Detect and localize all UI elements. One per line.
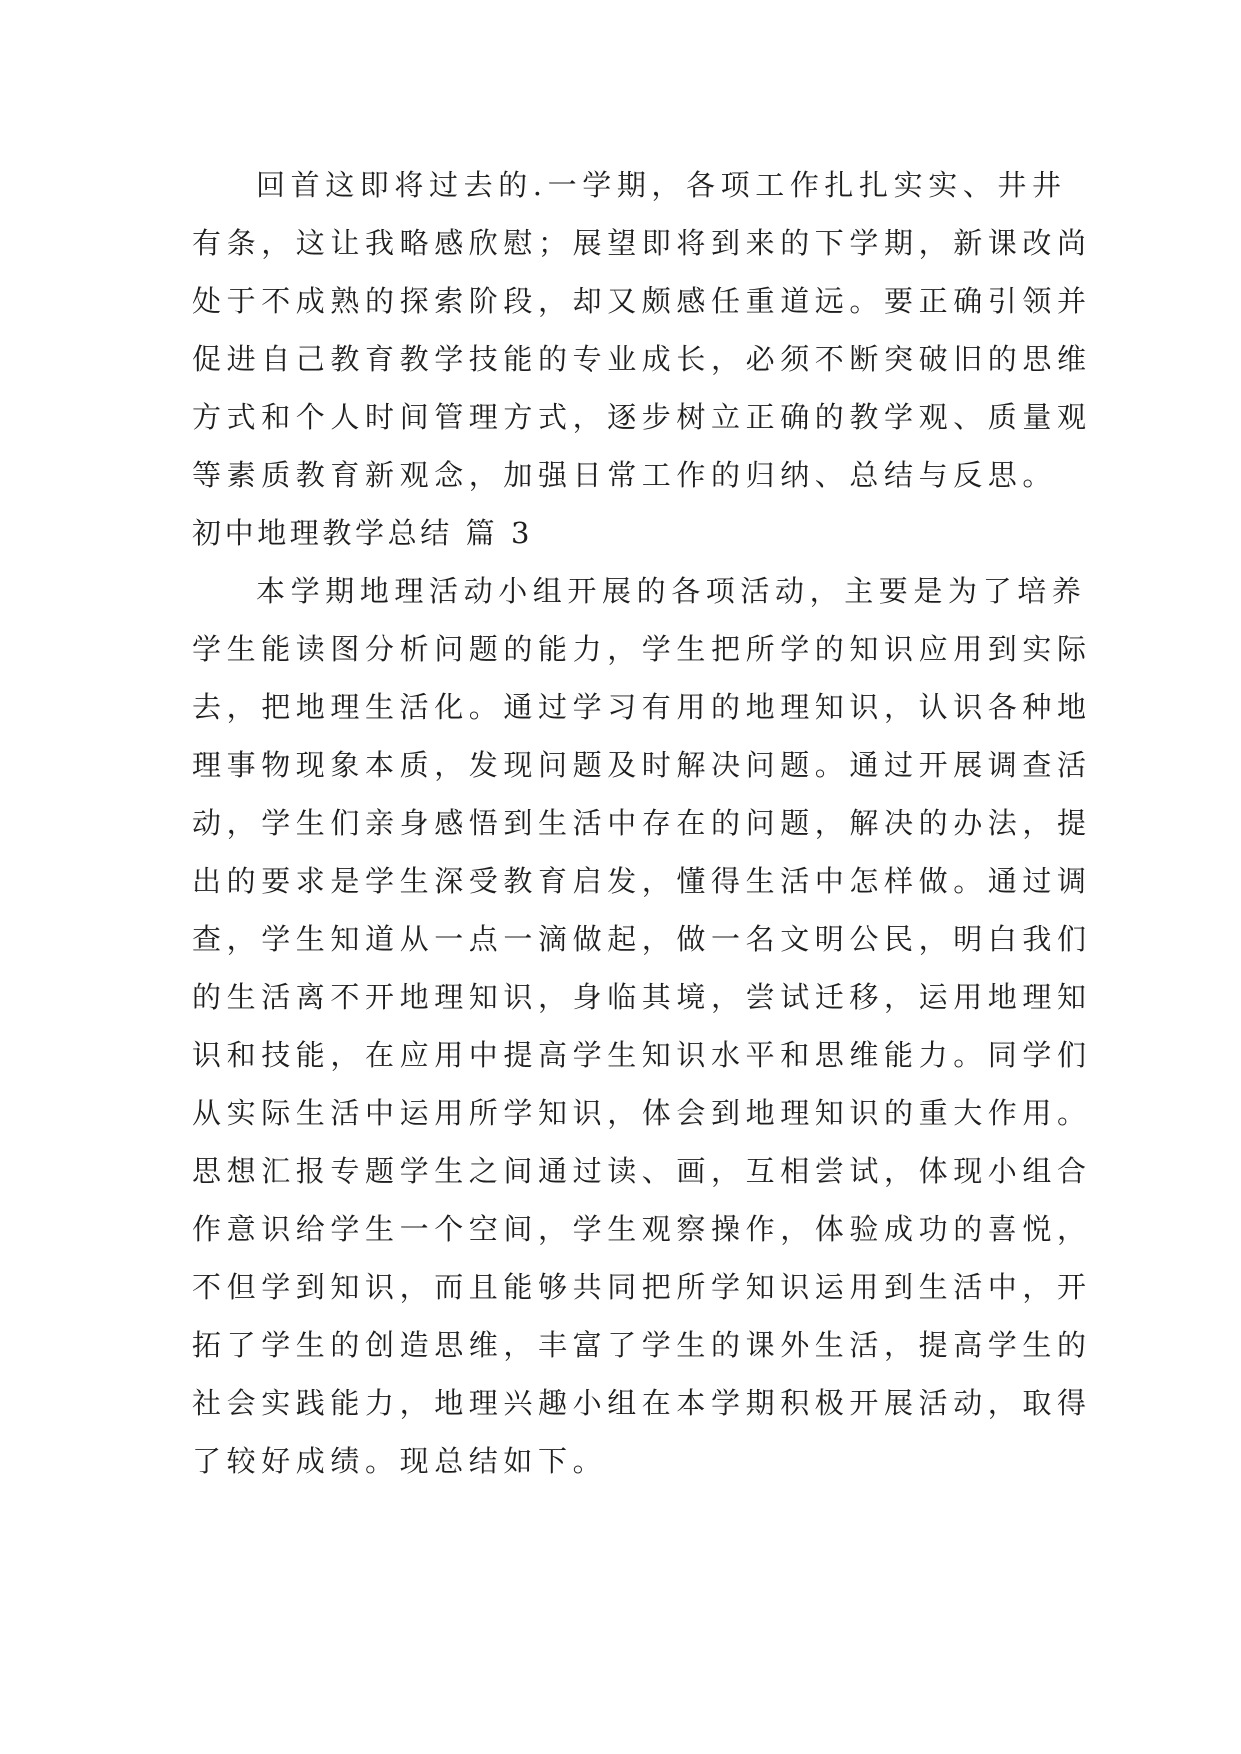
document-body <box>192 156 1092 1490</box>
paragraph-line: 方式和个人时间管理方式，逐步树立正确的教学观、质量观 <box>192 400 1092 434</box>
paragraph-line: 了较好成绩。现总结如下。 <box>192 1444 608 1478</box>
paragraph-line: 去，把地理生活化。通过学习有用的地理知识，认识各种地 <box>192 690 1092 724</box>
paragraph-reflection <box>192 156 1092 504</box>
paragraph-line: 等素质教育新观念，加强日常工作的归纳、总结与反思。 <box>192 458 1058 492</box>
paragraph-line: 促进自己教育教学技能的专业成长，必须不断突破旧的思维 <box>192 342 1092 376</box>
paragraph-line: 思想汇报专题学生之间通过读、画，互相尝试，体现小组合 <box>192 1154 1092 1188</box>
paragraph-line: 有条，这让我略感欣慰；展望即将到来的下学期，新课改尚 <box>192 226 1092 260</box>
paragraph-line: 动，学生们亲身感悟到生活中存在的问题，解决的办法，提 <box>192 806 1092 840</box>
paragraph-line: 的生活离不开地理知识，身临其境，尝试迁移，运用地理知 <box>192 980 1092 1014</box>
paragraph-line: 出的要求是学生深受教育启发，懂得生活中怎样做。通过调 <box>192 864 1092 898</box>
paragraph-line: 不但学到知识，而且能够共同把所学知识运用到生活中，开 <box>192 1270 1092 1304</box>
paragraph-line: 本学期地理活动小组开展的各项活动，主要是为了培养 <box>256 574 1087 608</box>
paragraph-line: 查，学生知道从一点一滴做起，做一名文明公民，明白我们 <box>192 922 1092 956</box>
paragraph-line: 学生能读图分析问题的能力，学生把所学的知识应用到实际 <box>192 632 1092 666</box>
paragraph-line: 处于不成熟的探索阶段，却又颇感任重道远。要正确引领并 <box>192 284 1092 318</box>
section-heading: 初中地理教学总结 篇 3 <box>192 516 534 550</box>
paragraph-line: 作意识给学生一个空间，学生观察操作，体验成功的喜悦， <box>192 1212 1092 1246</box>
paragraph-line: 回首这即将过去的.一学期，各项工作扎扎实实、井井 <box>256 168 1067 202</box>
paragraph-line: 理事物现象本质，发现问题及时解决问题。通过开展调查活 <box>192 748 1092 782</box>
paragraph-line: 拓了学生的创造思维，丰富了学生的课外生活，提高学生的 <box>192 1328 1092 1362</box>
paragraph-line: 从实际生活中运用所学知识，体会到地理知识的重大作用。 <box>192 1096 1092 1130</box>
paragraph-line: 识和技能，在应用中提高学生知识水平和思维能力。同学们 <box>192 1038 1092 1072</box>
paragraph-line: 社会实践能力，地理兴趣小组在本学期积极开展活动，取得 <box>192 1386 1092 1420</box>
paragraph-activity-summary <box>192 562 1092 1490</box>
